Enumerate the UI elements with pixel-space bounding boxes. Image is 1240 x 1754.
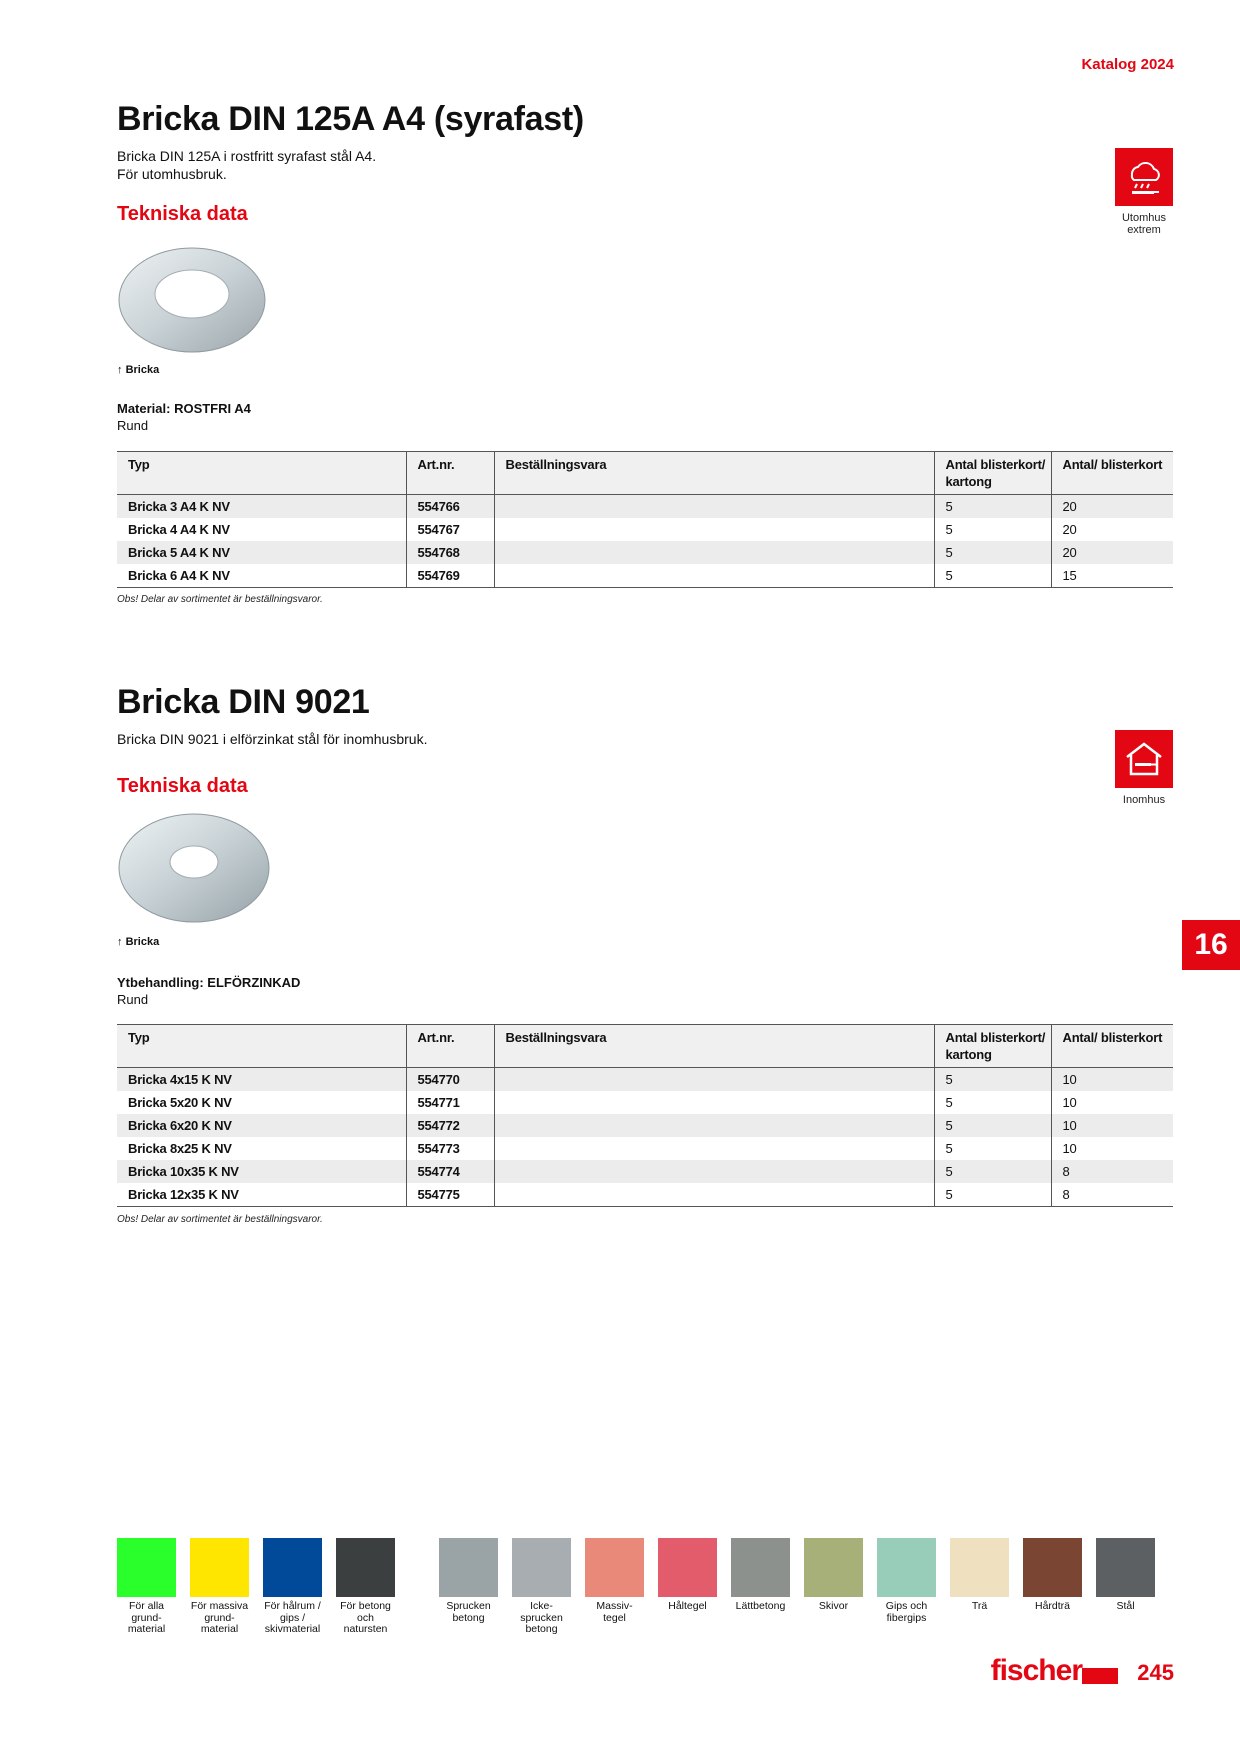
section2-tekniska-data: Tekniska data <box>117 775 248 797</box>
indoor-icon <box>1115 730 1173 788</box>
section1-tekniska-data: Tekniska data <box>117 203 248 225</box>
col-antal-blisterkort: Antal/ blisterkort <box>1051 1025 1173 1068</box>
col-typ: Typ <box>128 1030 150 1045</box>
col-bestallningsvara: Beställningsvara <box>494 1025 934 1068</box>
section2-desc-line1: Bricka DIN 9021 i elförzinkat stål för inomhusbruk. <box>117 731 428 747</box>
legend-item: Håltegel <box>658 1538 717 1636</box>
section2-description <box>117 730 427 748</box>
legend-item: Massiv- tegel <box>585 1538 644 1636</box>
section1-desc-line2: För utomhusbruk. <box>117 166 227 182</box>
legend-item: För massiva grund- material <box>190 1538 249 1636</box>
col-typ: Typ <box>128 457 150 472</box>
legend-swatch <box>658 1538 717 1597</box>
legend-swatch <box>263 1538 322 1597</box>
section2-note: Obs! Delar av sortimentet är beställningsvaror. <box>117 1214 323 1225</box>
legend-item: Skivor <box>804 1538 863 1636</box>
fischer-logo: fischer <box>990 1654 1082 1687</box>
table-row: Bricka 8x25 K NV 554773 5 10 <box>117 1137 1173 1160</box>
fischer-logo-mark-icon <box>1082 1668 1118 1684</box>
legend-swatch <box>1023 1538 1082 1597</box>
table-row: Bricka 3 A4 K NV 554766 5 20 <box>117 495 1173 519</box>
table-row: Bricka 6 A4 K NV 554769 5 15 <box>117 564 1173 588</box>
legend-swatch <box>1096 1538 1155 1597</box>
section1-table <box>117 451 1173 588</box>
table-row: Bricka 10x35 K NV 554774 5 8 <box>117 1160 1173 1183</box>
col-antal-blisterkort: Antal/ blisterkort <box>1051 452 1173 495</box>
legend-swatch <box>950 1538 1009 1597</box>
table-row: Bricka 12x35 K NV 554775 5 8 <box>117 1183 1173 1207</box>
legend-swatch <box>585 1538 644 1597</box>
legend-item: Gips och fibergips <box>877 1538 936 1636</box>
outdoor-extreme-caption: Utomhus extrem <box>1121 212 1167 236</box>
legend-swatch <box>117 1538 176 1597</box>
page-number: 245 <box>1137 1660 1174 1685</box>
legend-swatch <box>731 1538 790 1597</box>
legend-swatch <box>439 1538 498 1597</box>
section1-material: Material: ROSTFRI A4 Rund <box>117 401 251 433</box>
legend-item: För hålrum / gips / skivmaterial <box>263 1538 322 1636</box>
legend-swatch <box>190 1538 249 1597</box>
legend-swatch <box>336 1538 395 1597</box>
legend-swatch <box>804 1538 863 1597</box>
rain-cloud-screw-icon <box>1122 155 1166 199</box>
legend-item: Icke- sprucken betong <box>512 1538 571 1636</box>
legend-item: Sprucken betong <box>439 1538 498 1636</box>
legend-item: Lättbetong <box>731 1538 790 1636</box>
legend-item: För betong och natursten <box>336 1538 395 1636</box>
section1-note: Obs! Delar av sortimentet är beställningsvaror. <box>117 594 323 605</box>
table-row: Bricka 5x20 K NV 554771 5 10 <box>117 1091 1173 1114</box>
section1-title: Bricka DIN 125A A4 (syrafast) <box>117 100 584 138</box>
table-row: Bricka 4x15 K NV 554770 5 10 <box>117 1068 1173 1092</box>
table-header-row <box>117 1025 1173 1068</box>
col-artnr: Art.nr. <box>406 452 494 495</box>
col-antal-kartong: Antal blisterkort/ kartong <box>934 1025 1051 1068</box>
washer-image-1 <box>117 244 267 354</box>
legend-item: Stål <box>1096 1538 1155 1636</box>
section1-description <box>117 147 376 183</box>
section2-surface-treatment: Ytbehandling: ELFÖRZINKAD Rund <box>117 975 301 1007</box>
catalog-label: Katalog 2024 <box>1081 56 1174 73</box>
legend-swatch <box>877 1538 936 1597</box>
legend-swatch <box>512 1538 571 1597</box>
legend-item: Hårdträ <box>1023 1538 1082 1636</box>
material-legend <box>117 1538 1169 1636</box>
legend-item: Trä <box>950 1538 1009 1636</box>
outdoor-extreme-icon <box>1115 148 1173 206</box>
col-antal-kartong: Antal blisterkort/ kartong <box>934 452 1051 495</box>
indoor-caption: Inomhus <box>1122 794 1166 806</box>
section1-desc-line1: Bricka DIN 125A i rostfritt syrafast stål A4. <box>117 148 377 164</box>
table-row: Bricka 4 A4 K NV 554767 5 20 <box>117 518 1173 541</box>
table-header-row <box>117 452 1173 495</box>
chapter-tab: 16 <box>1182 920 1240 970</box>
section2-table <box>117 1024 1173 1207</box>
section2-title: Bricka DIN 9021 <box>117 683 370 721</box>
table-row: Bricka 6x20 K NV 554772 5 10 <box>117 1114 1173 1137</box>
washer-image-2 <box>117 812 272 924</box>
legend-item: För alla grund- material <box>117 1538 176 1636</box>
table-row: Bricka 5 A4 K NV 554768 5 20 <box>117 541 1173 564</box>
house-screw-icon <box>1122 737 1166 781</box>
col-bestallningsvara: Beställningsvara <box>494 452 934 495</box>
image-caption-2: ↑ Bricka <box>117 936 160 948</box>
image-caption-1: ↑ Bricka <box>117 364 160 376</box>
col-artnr: Art.nr. <box>406 1025 494 1068</box>
